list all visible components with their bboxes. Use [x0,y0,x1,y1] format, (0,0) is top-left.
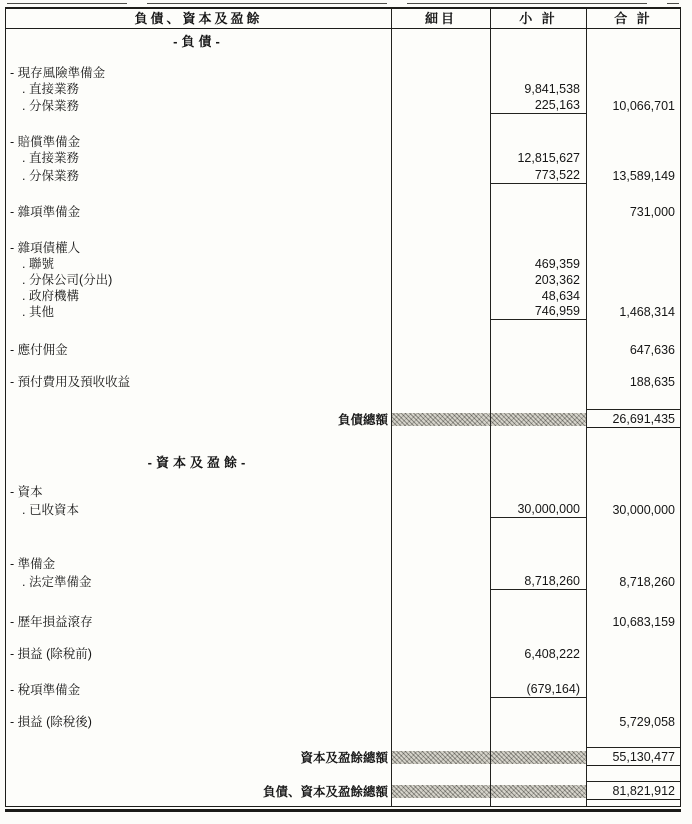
balance-sheet [5,3,681,812]
account-label: . 聯號 [22,257,54,271]
account-label: - 損益 (除稅後) [10,715,92,729]
detail-cell [391,428,490,470]
column-header-subtotal: 小 計 [490,9,586,28]
total-value: 10,066,701 [586,97,680,114]
subtotal-cell [490,698,586,730]
detail-cell [391,572,490,590]
table-row [6,662,680,698]
bottom-rule [5,809,681,812]
table-row [6,320,680,358]
subtotal-cell [490,590,586,630]
detail-cell [391,390,490,428]
detail-cell [391,518,490,572]
table-row [6,272,680,288]
account-label: - 準備金 [10,557,56,571]
total-value: 731,000 [586,184,680,220]
subtotal-cell [490,518,586,572]
account-label: . 直接業務 [22,82,79,96]
detail-cell [391,272,490,288]
subtotal-cell [490,220,586,256]
subtotal-value: 469,359 [490,256,586,272]
total-value: 26,691,435 [587,409,680,428]
subtotal-cell [490,49,586,81]
subtotal-value: 746,959 [490,304,586,320]
subtotal-value: 30,000,000 [490,500,586,518]
detail-cell [391,698,490,730]
table-row [6,500,680,518]
total-cell [586,272,680,288]
table-row [6,220,680,256]
total-row-label: 負債總額 [337,413,388,427]
detail-cell [391,81,490,97]
detail-cell [391,470,490,500]
subtotal-value: 12,815,627 [490,150,586,166]
subtotal-cell [490,320,586,358]
header-row [6,9,680,29]
subtotal-value: 225,163 [490,97,586,114]
account-label: - 預付費用及預收收益 [10,375,131,389]
section-heading-liabilities: -負債- [173,34,224,49]
account-label: . 其他 [22,305,54,319]
table-row [6,698,680,730]
total-cell [586,288,680,304]
hatch-pattern [392,751,490,764]
table-row [6,150,680,166]
detail-cell [391,256,490,272]
detail-cell [391,766,490,800]
subtotal-value: 9,841,538 [490,81,586,97]
total-cell [586,114,680,150]
table-row [6,572,680,590]
total-cell [586,49,680,81]
table-row [6,590,680,630]
account-label: . 法定準備金 [22,575,92,589]
total-cell [586,150,680,166]
account-label: . 分保公司(分出) [22,273,113,287]
section-heading-capital: -資本及盈餘- [147,455,250,470]
detail-cell [391,150,490,166]
subtotal-value: 203,362 [490,272,586,288]
detail-cell [391,358,490,390]
total-cell [586,220,680,256]
total-cell [586,81,680,97]
total-cell [586,518,680,572]
account-label: - 應付佣金 [10,343,68,357]
account-label: . 政府機構 [22,289,79,303]
total-value: 81,821,912 [587,781,680,800]
total-value: 13,589,149 [586,166,680,184]
filler-row [6,800,680,806]
subtotal-value: 6,408,222 [490,630,586,662]
detail-cell [391,97,490,114]
total-cell [586,390,680,428]
table-row [6,49,680,81]
account-label: - 損益 (除稅前) [10,647,92,661]
table-row [6,114,680,150]
hatch-pattern [491,751,586,764]
column-header-account: 負債、資本及盈餘 [134,11,263,26]
hatch-pattern [392,785,490,798]
total-row-capital-surplus [6,730,680,766]
total-value: 647,636 [586,320,680,358]
total-value: 30,000,000 [586,500,680,518]
detail-cell [391,590,490,630]
total-cell [586,428,680,470]
table-row [6,358,680,390]
total-cell [586,766,680,800]
table-row [6,630,680,662]
hatch-pattern [491,413,586,426]
detail-cell [391,220,490,256]
total-cell [586,256,680,272]
column-header-total: 合 計 [586,9,680,28]
detail-cell [391,630,490,662]
detail-cell [391,184,490,220]
statement-table [5,7,681,807]
table-row [6,288,680,304]
grand-total-row [6,766,680,800]
subtotal-value: (679,164) [490,662,586,698]
account-label: - 稅項準備金 [10,683,81,697]
subtotal-cell [490,358,586,390]
table-row [6,256,680,272]
subtotal-value: 8,718,260 [490,572,586,590]
total-cell [586,662,680,698]
account-label: - 賠償準備金 [10,135,81,149]
subtotal-cell [490,730,586,766]
table-row [6,304,680,320]
total-row-label: 資本及盈餘總額 [300,751,388,765]
detail-cell [391,730,490,766]
total-value: 55,130,477 [587,747,680,766]
section-row [6,29,680,49]
top-rule [7,3,679,4]
subtotal-value: 773,522 [490,166,586,184]
total-row-label: 負債、資本及盈餘總額 [262,785,388,799]
subtotal-cell [490,29,586,49]
account-label: . 直接業務 [22,151,79,165]
account-label: . 分保業務 [22,169,79,183]
subtotal-cell [490,184,586,220]
table-row [6,166,680,184]
total-cell [586,630,680,662]
subtotal-value: 48,634 [490,288,586,304]
account-label: . 已收資本 [22,503,79,517]
subtotal-cell [490,114,586,150]
subtotal-cell [490,428,586,470]
account-label: - 現存風險準備金 [10,66,106,80]
detail-cell [391,662,490,698]
subtotal-cell [490,390,586,428]
subtotal-cell [490,470,586,500]
account-label: - 資本 [10,485,43,499]
total-value: 8,718,260 [586,572,680,590]
total-row-liabilities [6,390,680,428]
column-header-detail: 細目 [391,9,490,28]
detail-cell [391,304,490,320]
detail-cell [391,288,490,304]
total-value: 1,468,314 [586,304,680,320]
detail-cell [391,29,490,49]
account-label: - 歷年損益滾存 [10,615,93,629]
account-label: . 分保業務 [22,99,79,113]
account-label: - 雜項準備金 [10,205,81,219]
table-row [6,518,680,572]
subtotal-cell [490,766,586,800]
total-cell [586,730,680,766]
section-row [6,428,680,470]
detail-cell [391,166,490,184]
hatch-pattern [392,413,490,426]
detail-cell [391,114,490,150]
detail-cell [391,500,490,518]
detail-cell [391,49,490,81]
table-row [6,470,680,500]
table-row [6,184,680,220]
total-value: 5,729,058 [586,698,680,730]
total-cell [586,29,680,49]
table-row [6,97,680,114]
detail-cell [391,320,490,358]
hatch-pattern [491,785,586,798]
account-label: - 雜項債權人 [10,241,81,255]
table-row [6,81,680,97]
total-cell [586,470,680,500]
total-value: 10,683,159 [586,590,680,630]
total-value: 188,635 [586,358,680,390]
